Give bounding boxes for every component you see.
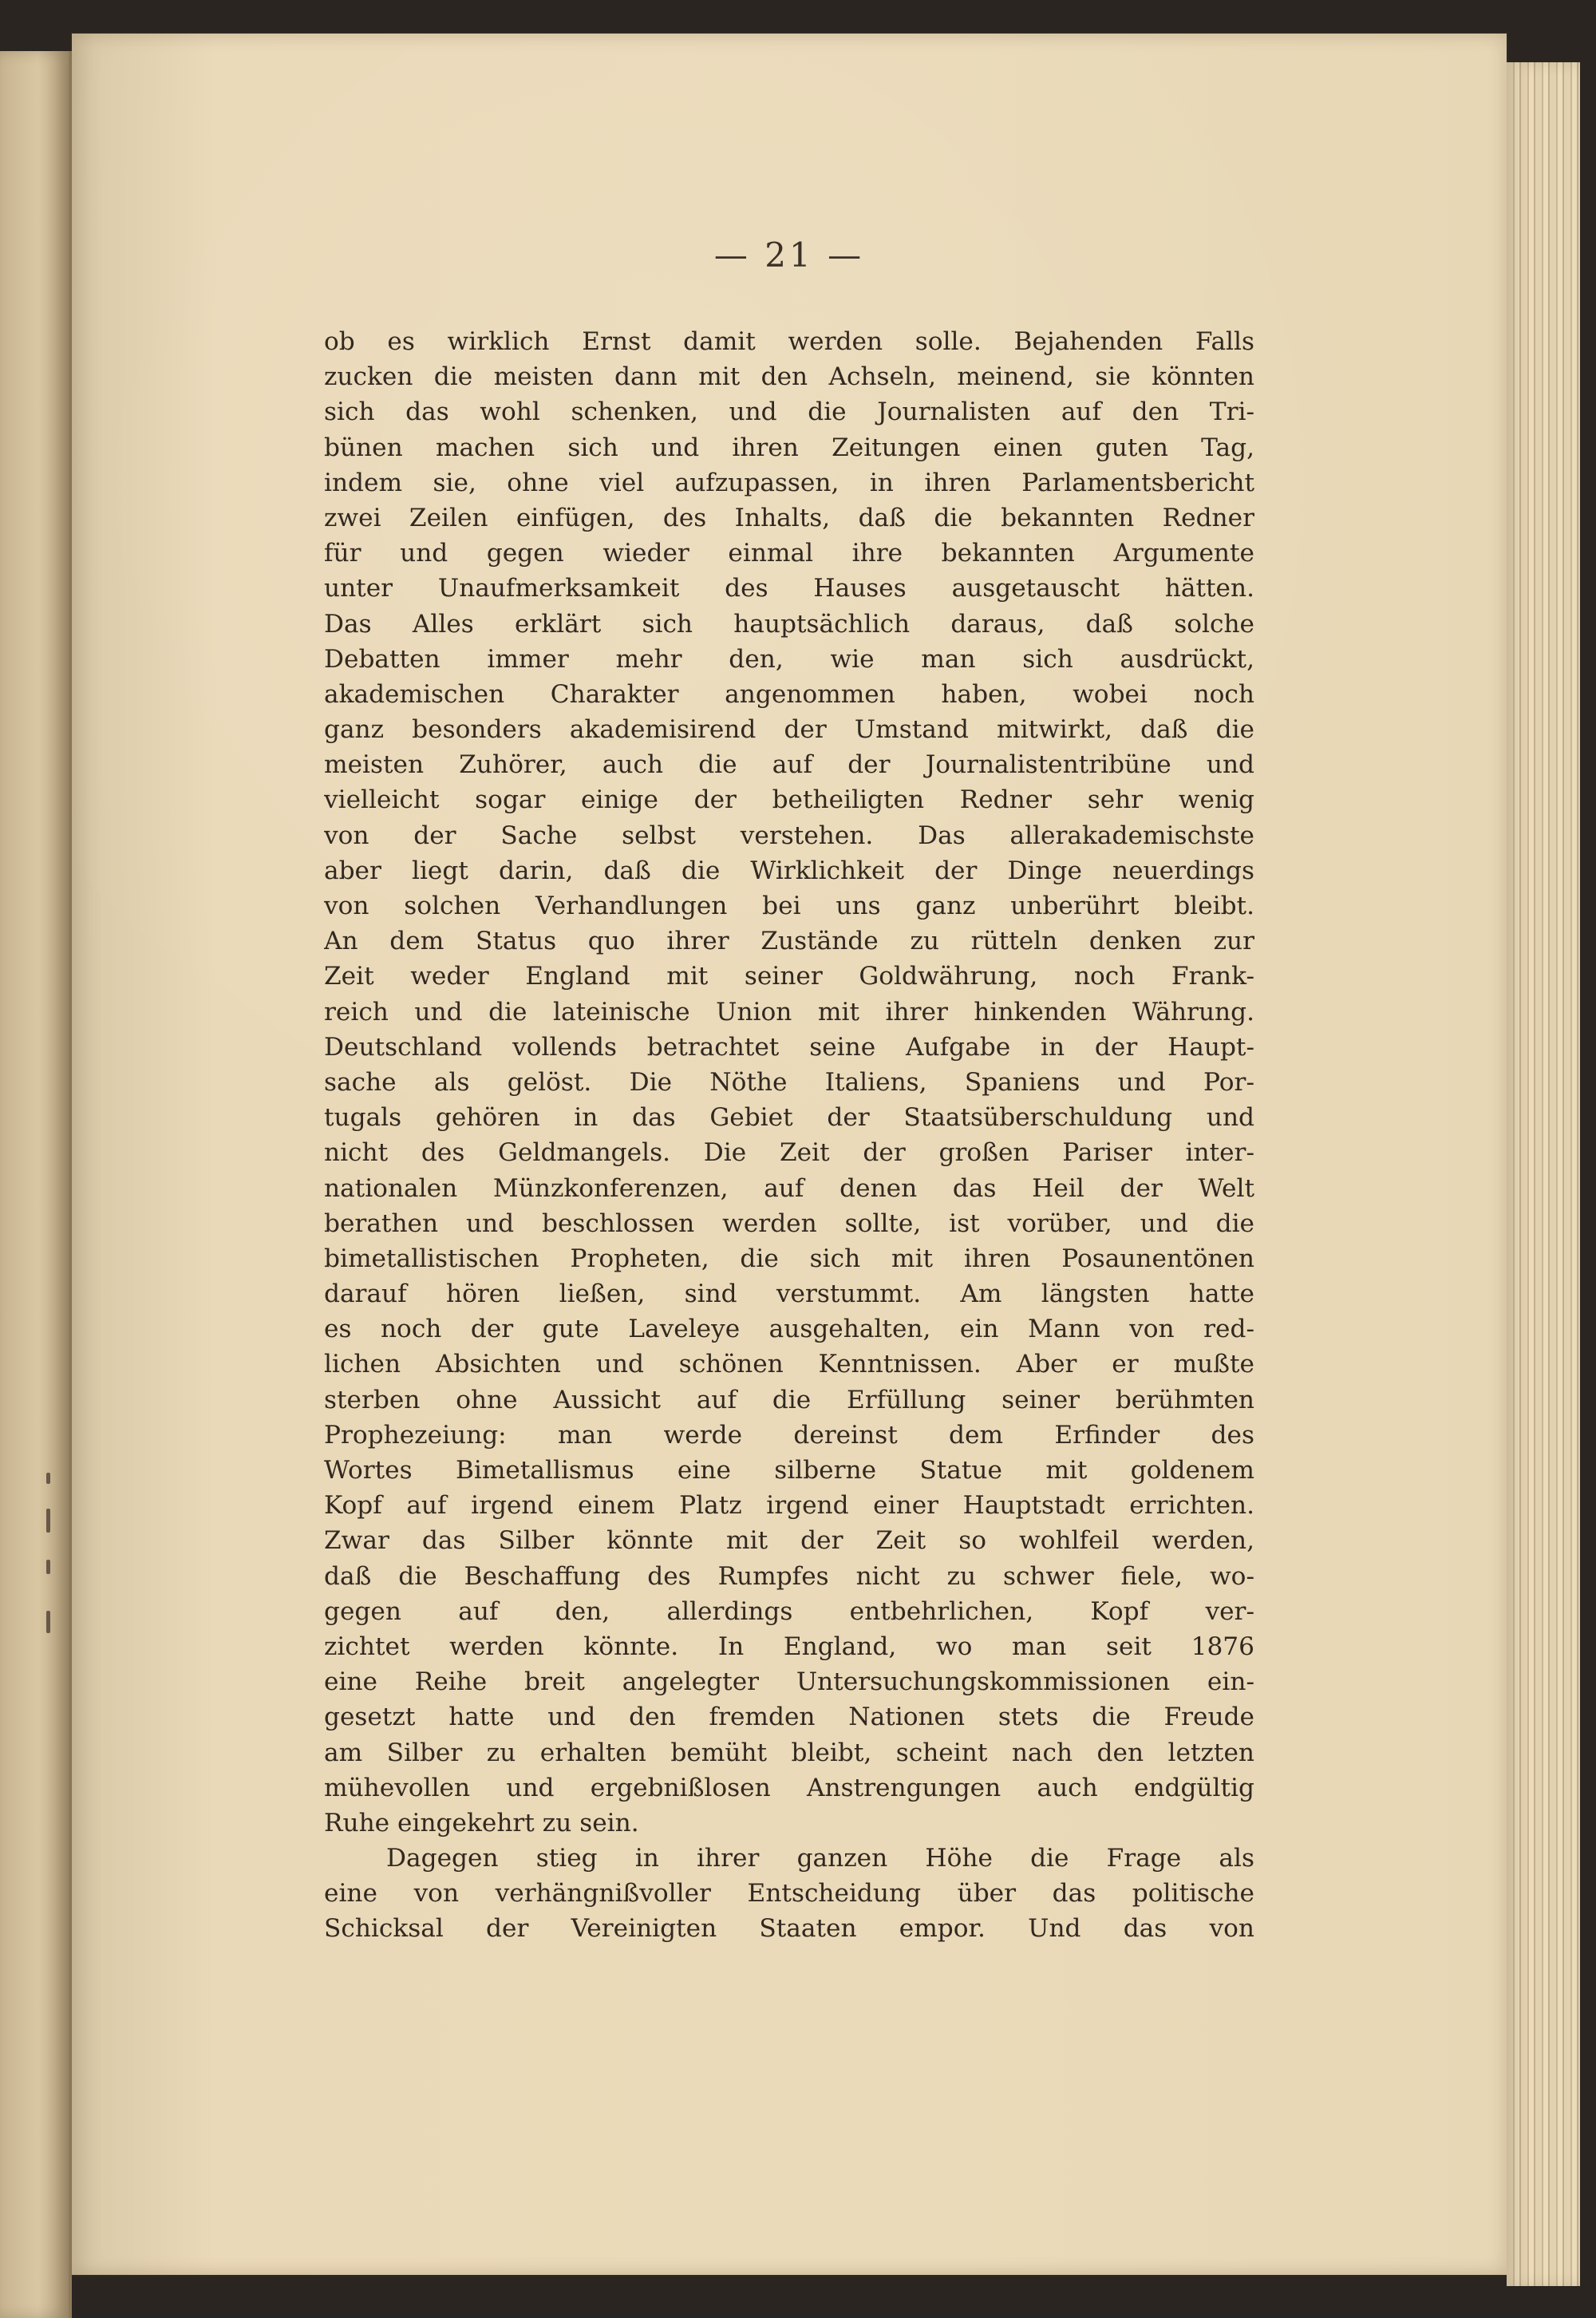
text-line: ob es wirklich Ernst damit werden solle. Bejahenden Falls: [324, 327, 1254, 356]
body-text: [324, 324, 1254, 1947]
text-line: gesetzt hatte und den fremden Nationen stets die Freude: [324, 1703, 1254, 1732]
margin-mark: [46, 1473, 50, 1484]
text-line: Zwar das Silber könnte mit der Zeit so wohlfeil werden,: [324, 1526, 1254, 1556]
text-line: darauf hören ließen, sind verstummt. Am längsten hatte: [324, 1280, 1254, 1309]
text-line: lichen Absichten und schönen Kenntnissen. Aber er mußte: [324, 1350, 1254, 1379]
text-line: akademischen Charakter angenommen haben, wobei noch: [324, 679, 1254, 709]
text-line: Das Alles erklärt sich hauptsächlich daraus, daß solche: [324, 609, 1254, 639]
text-line: meisten Zuhörer, auch die auf der Journalistentribüne und: [324, 750, 1254, 780]
text-line: An dem Status quo ihrer Zustände zu rütteln denken zur: [324, 927, 1254, 956]
text-line: eine Reihe breit angelegter Untersuchungskommissionen ein-: [324, 1667, 1254, 1697]
text-line: vielleicht sogar einige der betheiligten Redner sehr wenig: [324, 785, 1254, 815]
text-line: tugals gehören in das Gebiet der Staatsüberschuldung und: [324, 1103, 1254, 1133]
text-line: gegen auf den, allerdings entbehrlichen, Kopf ver-: [324, 1596, 1254, 1626]
page-number: — 21 —: [713, 235, 865, 275]
text-line: aber liegt darin, daß die Wirklichkeit der Dinge neuerdings: [324, 856, 1254, 885]
text-line: von der Sache selbst verstehen. Das allerakademischste: [324, 821, 1254, 850]
text-line: zichtet werden könnte. In England, wo man seit 1876: [324, 1632, 1254, 1661]
text-line: sich das wohl schenken, und die Journalisten auf den Tri-: [324, 398, 1254, 427]
text-line: daß die Beschaffung des Rumpfes nicht zu schwer fiele, wo-: [324, 1561, 1254, 1591]
margin-mark: [46, 1611, 50, 1633]
page-fore-edge: [1507, 62, 1580, 2286]
text-line: Prophezeiung: man werde dereinst dem Erfinder des: [324, 1420, 1254, 1450]
text-line: ganz besonders akademisirend der Umstand mitwirkt, daß die: [324, 715, 1254, 745]
text-line: eine von verhängnißvoller Entscheidung über das politische: [324, 1879, 1254, 1909]
text-line: mühevollen und ergebnißlosen Anstrengungen auch endgültig: [324, 1773, 1254, 1802]
text-line: bünen machen sich und ihren Zeitungen einen guten Tag,: [324, 433, 1254, 462]
left-page-edge: [0, 51, 72, 2318]
text-line: Kopf auf irgend einem Platz irgend einer Hauptstadt errichten.: [324, 1491, 1254, 1521]
text-line: reich und die lateinische Union mit ihrer hinkenden Währung.: [324, 997, 1254, 1026]
text-line: zucken die meisten dann mit den Achseln, meinend, sie könnten: [324, 362, 1254, 392]
text-line: sache als gelöst. Die Nöthe Italiens, Spaniens und Por-: [324, 1067, 1254, 1097]
text-line: Schicksal der Vereinigten Staaten empor. Und das von: [324, 1914, 1254, 1944]
text-line: Dagegen stieg in ihrer ganzen Höhe die Frage als: [386, 1844, 1254, 1873]
text-line: Zeit weder England mit seiner Goldwährung, noch Frank-: [324, 962, 1254, 991]
text-line: indem sie, ohne viel aufzupassen, in ihren Parlamentsbericht: [324, 468, 1254, 497]
text-line: am Silber zu erhalten bemüht bleibt, scheint nach den letzten: [324, 1738, 1254, 1767]
text-line: nationalen Münzkonferenzen, auf denen das Heil der Welt: [324, 1173, 1254, 1203]
text-line: Deutschland vollends betrachtet seine Aufgabe in der Haupt-: [324, 1032, 1254, 1062]
text-line: es noch der gute Laveleye ausgehalten, ein Mann von red-: [324, 1315, 1254, 1344]
margin-mark: [46, 1560, 50, 1574]
text-line: nicht des Geldmangels. Die Zeit der großen Pariser inter-: [324, 1138, 1254, 1168]
text-line: bimetallistischen Propheten, die sich mit ihren Posaunentönen: [324, 1244, 1254, 1273]
text-line: berathen und beschlossen werden sollte, ist vorüber, und die: [324, 1208, 1254, 1238]
text-line: Debatten immer mehr den, wie man sich ausdrückt,: [324, 644, 1254, 674]
text-line: Wortes Bimetallismus eine silberne Statue mit goldenem: [324, 1456, 1254, 1485]
text-line: unter Unaufmerksamkeit des Hauses ausgetauscht hätten.: [324, 574, 1254, 603]
text-line: sterben ohne Aussicht auf die Erfüllung seiner berühmten: [324, 1385, 1254, 1414]
book-page: [72, 34, 1507, 2275]
text-line: Ruhe eingekehrt zu sein.: [324, 1808, 639, 1837]
margin-mark: [46, 1509, 50, 1533]
text-line: für und gegen wieder einmal ihre bekannten Argumente: [324, 539, 1254, 568]
text-line: von solchen Verhandlungen bei uns ganz unberührt bleibt.: [324, 892, 1254, 920]
text-line: zwei Zeilen einfügen, des Inhalts, daß die bekannten Redner: [324, 503, 1254, 532]
